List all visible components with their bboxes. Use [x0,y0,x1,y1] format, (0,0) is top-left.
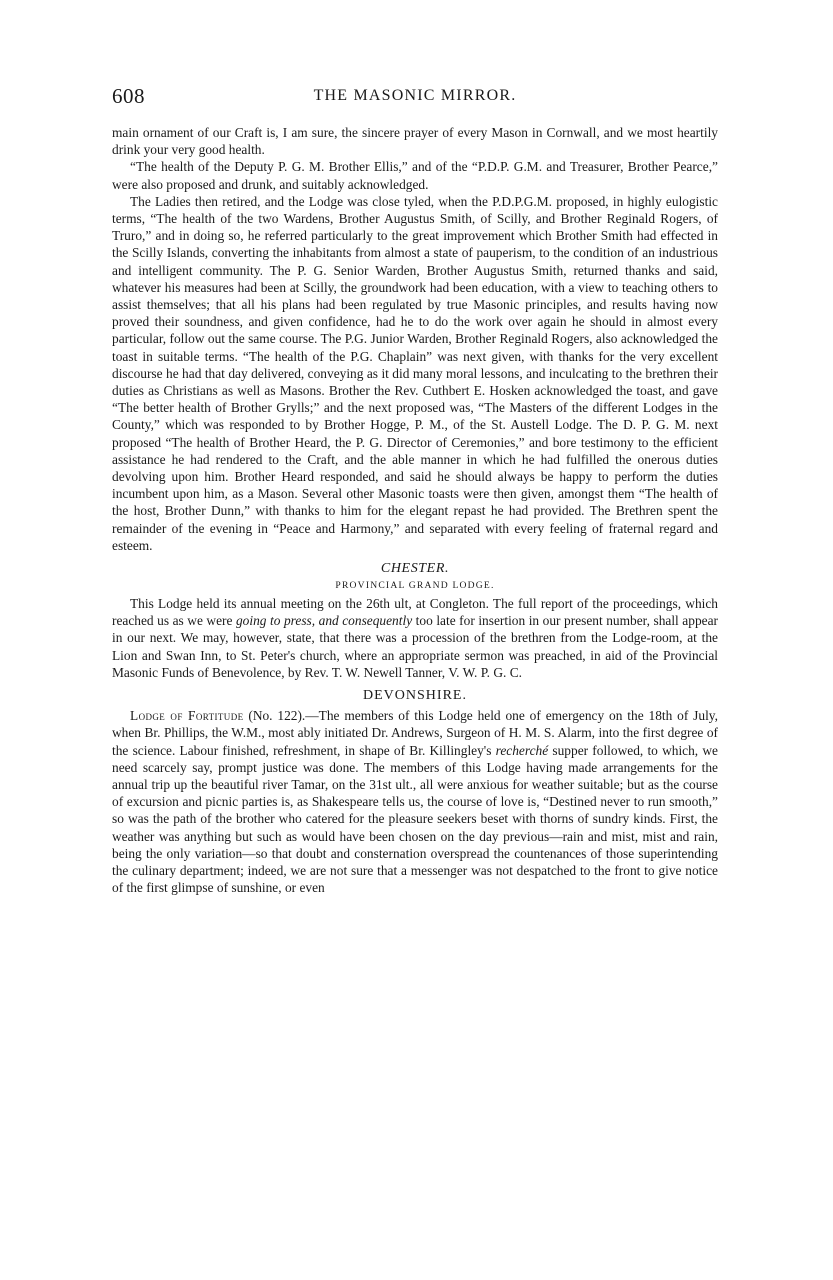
chester-text-start: This Lodge held its annual meeting on the 26th ult, at Congleton. The full report of the proceedings, which reached us as we were [112,596,718,629]
devonshire-text-start: (No. 122).—The members of this Lodge held one of emergency on the 18th of July, when Br. Phillips, the W.M., most ably initiated Dr. Andrews, Surgeon of H. M. S. Alarm, into the first degree of the science. Labour finished, refreshment, in shape of Br. Killingley's [112,708,718,758]
paragraph-ladies-retired: The Ladies then retired, and the Lodge was close tyled, when the P.D.P.G.M. proposed, in highly eulogistic terms, “The health of the two Wardens, Brother Augustus Smith, of Scilly, and Brother Reginald Rogers, of Truro,” and in doing so, he referred particularly to the great improvement which Brother Smith had effected in the Scilly Islands, converting the inhabitants from almost a state of pauperism, to the condition of an industrious and intelligent community. The P. G. Senior Warden, Brother Augustus Smith, returned thanks and said, whatever his measures had been at Scilly, the groundwork had been education, with a view to teaching others to assist themselves; that all his plans had been regulated by true Masonic principles, and results having now proved their soundness, and given confidence, had he to do the work over again he should in almost every particular, follow out the same course. The P.G. Junior Warden, Brother Reginald Rogers, also acknowledged the toast in suitable terms. “The health of the P.G. Chaplain” was next given, with thanks for the very excellent discourse he had that day delivered, conveying as it did many moral lessons, and inculcating to the brethren their duties as Christians as well as Masons. Brother the Rev. Cuthbert E. Hosken acknowledged the toast, and gave “The better health of Brother Grylls;” and the next proposed was, “The Masters of the different Lodges in the County,” which was responded to by Brother Hogge, P. M., of the St. Austell Lodge. The D. P. G. M. next proposed “The health of Brother Heard, the P. G. Director of Ceremonies,” and bore testimony to the efficient assistance he had rendered to the Craft, and the able manner in which he had fulfilled the onerous duties devolving upon him. Brother Heard responded, and said he should always be happy to perform the duties incumbent upon him, as a Mason. Several other Masonic toasts were then given, amongst them “The health of the host, Brother Dunn,” with thanks to him for the elegant repast he had provided. The Brethren spent the remainder of the evening in “Peace and Harmony,” and separated with every feeling of fraternal regard and esteem. [112,193,718,553]
devonshire-text-end: supper followed, to which, we need scarcely say, prompt justice was done. The members of this Lodge having made arrangements for the annual trip up the beautiful river Tamar, on the 31st ult., all were anxious for weather suitable; but as the course of excursion and picnic parties is, as Shakespeare tells us, the course of love is, “Destined never to run smooth,” so was the path of the brother who catered for the pleasure seekers beset with thorns of sundry kinds. First, the weather was anything but such as would have been chosen on the day previous—rain and mist, mist and rain, being the only variation—so that doubt and consternation overspread the countenances of those superintending the culinary department; indeed, we are not sure that a messenger was not despatched to the front to give notice of the first glimpse of sunshine, or even [112,742,718,896]
section-heading-chester: CHESTER. [380,561,450,577]
paragraph-chester [112,595,718,681]
paragraph-deputy-health: “The health of the Deputy P. G. M. Brother Ellis,” and of the “P.D.P. G.M. and Treasurer, Brother Pearce,” were also proposed and drunk, and suitably acknowledged. [112,159,718,192]
lodge-name-lead-in: Lodge of Fortitude [130,708,244,724]
chester-text-end: too late for insertion in our present number, shall appear in our next. We may, however, state, that there was a procession of the brethren from the Lodge-room, at the Lion and Swan Inn, to St. Peter's church, where an appropriate sermon was preached, in aid of the Provincial Masonic Funds of Benevolence, by Rev. T. W. Newell Tanner, V. W. P. G. C. [112,613,718,680]
paragraph-devonshire [112,707,718,896]
running-title: THE MASONIC MIRROR. [313,87,517,104]
subheading-provincial-grand-lodge: PROVINCIAL GRAND LODGE. [335,580,495,592]
paragraph-continuation: main ornament of our Craft is, I am sure, the sincere prayer of every Mason in Cornwall, and we most heartily drink your very good health. [112,125,718,158]
article-body [112,124,718,896]
devonshire-italic-text: recherché [495,742,549,758]
page-number: 608 [112,84,145,108]
chester-italic-text: going to press, and consequently [235,613,413,629]
page-header [112,84,718,110]
section-heading-devonshire: DEVONSHIRE. [363,688,467,704]
page [112,84,718,896]
